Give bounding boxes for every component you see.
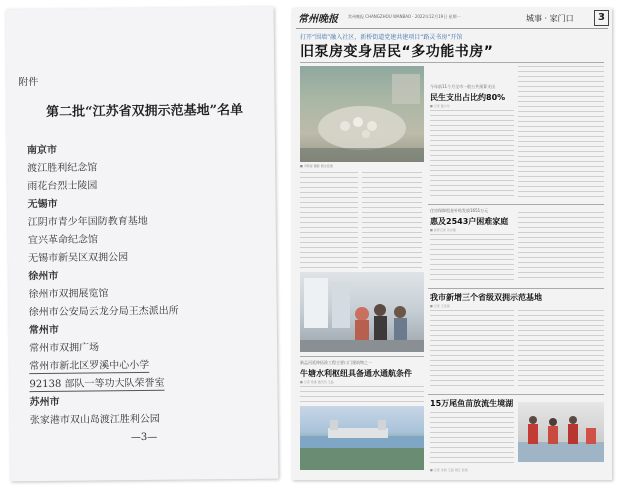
divider <box>300 356 424 357</box>
section-label: 城事 · 家门口 <box>526 14 574 23</box>
list-city: 无锡市 <box>27 198 58 211</box>
masthead <box>296 10 608 29</box>
lead-body-column <box>362 172 422 268</box>
story6-body <box>430 412 514 466</box>
library-photo <box>300 272 424 352</box>
story3-byline: ■ 首席记者 冯志刚 <box>430 228 456 232</box>
story5-body <box>300 386 424 402</box>
lead-photo-caption: ■ 尹新星 摄影 图文报道 <box>300 164 333 168</box>
lead-photo-illustration <box>300 66 424 162</box>
list-site: 无锡市新吴区双拥公园 <box>28 252 129 265</box>
story4-byline: ■ 记者 王佳丽 <box>430 304 450 308</box>
newspaper-page-number: 3 <box>594 10 609 26</box>
story3-headline: 惠及2543户困难家庭 <box>430 217 509 226</box>
lead-photo <box>300 66 424 162</box>
lead-kicker: 打开“围墙”融入社区，新桥街道党建共建项目“路灵书房”开馆 <box>300 34 463 41</box>
story5-headline: 牛塘水利枢纽具备通水通航条件 <box>300 369 412 378</box>
divider <box>428 204 604 205</box>
list-site: 徐州市双拥展览馆 <box>28 288 109 301</box>
story4-body <box>430 310 514 390</box>
story5-byline: ■ 记者 徐蕾 通讯员 王晶 <box>300 380 334 384</box>
page-number: —3— <box>130 431 158 444</box>
story2-body <box>430 110 514 200</box>
story2-kicker: 今年前11个月全市一般公共预算支出 <box>430 84 496 89</box>
list-site: 江阴市青少年国防教育基地 <box>27 215 148 229</box>
list-city: 南京市 <box>26 144 58 157</box>
story3-kicker: 住房保障租金补贴发放1651万元 <box>430 208 489 213</box>
story6-byline: ■ 记者 朱新 王超 周红 报道 <box>430 468 468 472</box>
story2-headline: 民生支出占比约80% <box>430 93 506 102</box>
story2-body-right <box>518 66 604 200</box>
story5-kicker: 新孟河延伸拓浚工程主要口门建筑物之一 <box>300 360 372 365</box>
story4-headline: 我市新增三个省级双拥示范基地 <box>430 293 542 302</box>
lead-body-column <box>300 172 358 268</box>
list-site-highlighted: 92138 部队一等功大队荣誉室 <box>29 374 164 392</box>
list-site: 常州市双拥广场 <box>29 342 100 355</box>
water-project-photo <box>300 406 424 470</box>
list-site: 张家港市双山岛渡江胜利公园 <box>29 413 160 427</box>
list-site: 徐州市公安局云龙分局王杰派出所 <box>28 305 179 319</box>
list-title: 第二批“江苏省双拥示范基地”名单 <box>46 102 244 120</box>
fish-release-photo <box>518 402 604 462</box>
divider <box>300 62 604 63</box>
attachment-list-page <box>6 7 279 482</box>
divider <box>428 288 604 289</box>
divider <box>428 394 604 395</box>
list-city: 苏州市 <box>29 396 60 409</box>
fish-release-illustration <box>518 402 604 462</box>
lead-headline: 旧泵房变身居民“多功能书房” <box>300 44 494 60</box>
water-project-illustration <box>300 406 424 470</box>
list-site-highlighted: 常州市新北区罗溪中心小学 <box>29 356 149 374</box>
list-site: 宜兴革命纪念馆 <box>27 234 99 247</box>
paper-name: 常州晚报 <box>298 14 338 25</box>
list-site: 渡江胜利纪念馆 <box>27 162 98 175</box>
story6-headline: 15万尾鱼苗放流生境湖 <box>430 399 514 408</box>
list-site: 雨花台烈士陵园 <box>27 180 98 193</box>
paper-meta: 常州晚报 CHANGZHOU WANBAO · 2022年12月19日 星期一 <box>348 14 461 19</box>
library-photo-illustration <box>300 272 424 352</box>
list-city: 常州市 <box>28 324 59 337</box>
story4-body-right <box>518 310 604 390</box>
newspaper-page <box>292 8 612 480</box>
list-city: 徐州市 <box>28 270 59 283</box>
story3-body-right <box>518 212 604 282</box>
story3-body <box>430 234 514 282</box>
story2-byline: ■ 记者 董小玲 <box>430 104 450 108</box>
attachment-label: 附件 <box>18 77 39 89</box>
